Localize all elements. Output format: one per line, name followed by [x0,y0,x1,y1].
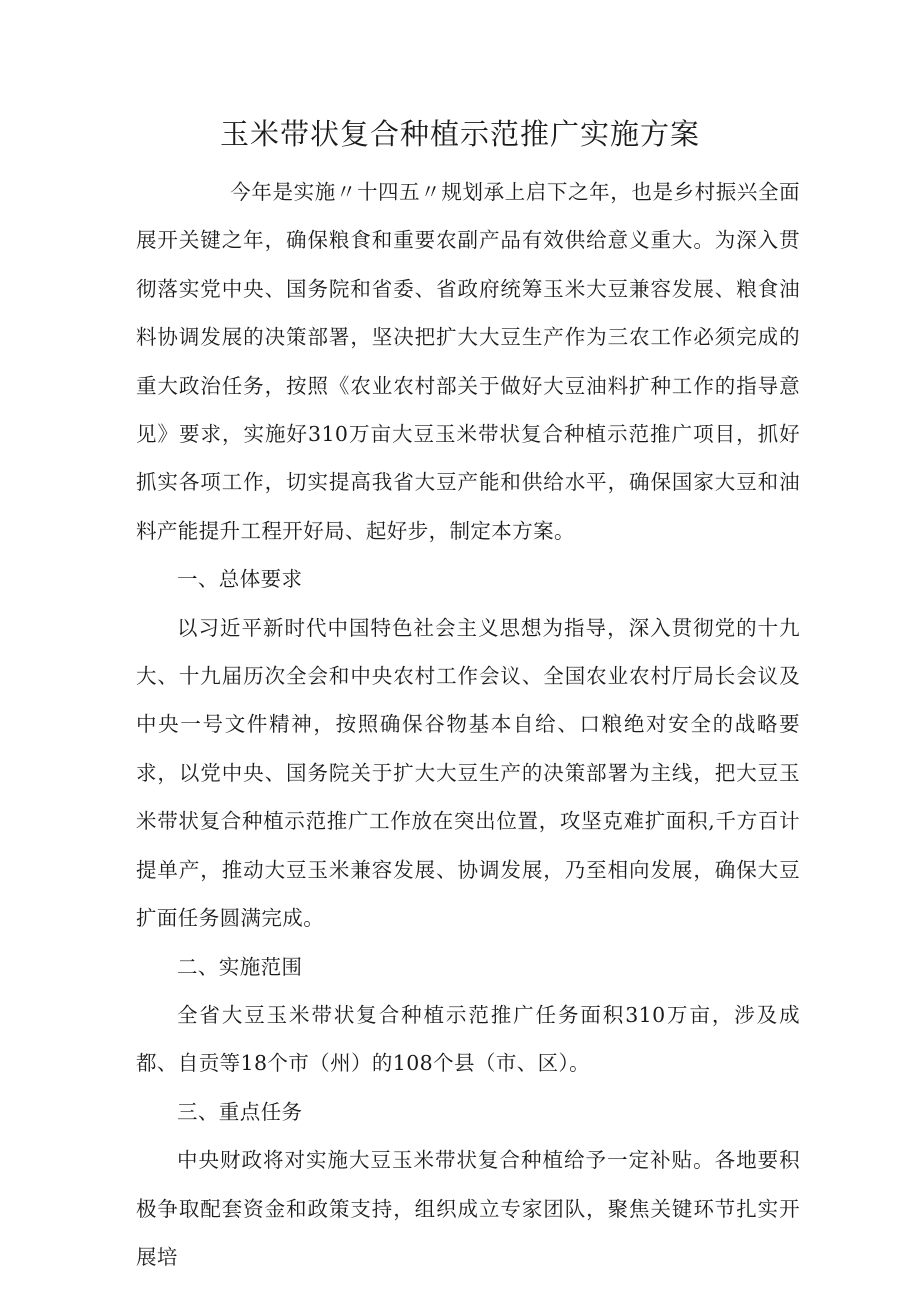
section-heading-key-tasks: 三、重点任务 [177,1099,303,1124]
section-paragraph-scope: 全省大豆玉米带状复合种植示范推广任务面积310万亩，涉及成都、自贡等18个市（州）的108个县（市、区）。 [136,1002,800,1076]
section-paragraph-key-tasks: 中央财政将对实施大豆玉米带状复合种植给予一定补贴。各地要积极争取配套资金和政策支持，组织成立专家团队，聚焦关键环节扎实开展培 [136,1148,800,1269]
section-heading-general-requirements: 一、总体要求 [177,567,303,592]
document-title: 玉米带状复合种植示范推广实施方案 [219,117,700,151]
section-paragraph-general-requirements: 以习近平新时代中国特色社会主义思想为指导，深入贯彻党的十九大、十九届历次全会和中央农村工作会议、全国农业农村厅局长会议及中央一号文件精神，按照确保谷物基本自给、口粮绝对安全的战略要求，以党中央、国务院关于扩大大豆生产的决策部署为主线，把大豆玉米带状复合种植示范推广工作放在突出位置，攻坚克难扩面积,千方百计提单产，推动大豆玉米兼容发展、协调发展，乃至相向发展，确保大豆扩面任务圆满完成。 [136,615,800,931]
section-heading-scope: 二、实施范围 [177,954,303,979]
document-body [136,168,800,1281]
intro-paragraph: 今年是实施〃十四五〃规划承上启下之年，也是乡村振兴全面展开关键之年，确保粮食和重要农副产品有效供给意义重大。为深入贯彻落实党中央、国务院和省委、省政府统筹玉米大豆兼容发展、粮食油料协调发展的决策部署，坚决把扩大大豆生产作为三农工作必须完成的重大政治任务，按照《农业农村部关于做好大豆油料扩种工作的指导意见》要求，实施好310万亩大豆玉米带状复合种植示范推广项目，抓好抓实各项工作，切实提高我省大豆产能和供给水平，确保国家大豆和油料产能提升工程开好局、起好步，制定本方案。 [136,180,800,543]
